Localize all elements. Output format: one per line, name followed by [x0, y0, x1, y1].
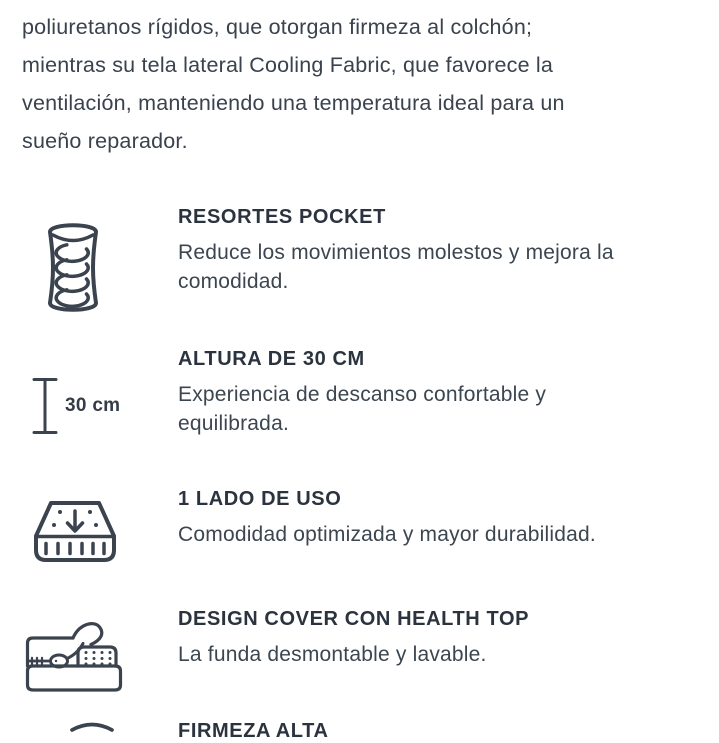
feature-text-cell [178, 205, 701, 296]
pocket-spring-icon [42, 220, 104, 315]
feature-title: DESIGN COVER CON HEALTH TOP [178, 608, 530, 630]
intro-line: ventilación, manteniendo una temperatura ideal para un [22, 91, 565, 115]
feature-title: ALTURA DE 30 CM [178, 348, 365, 370]
feature-icon-cell [22, 205, 178, 315]
feature-icon-cell [22, 607, 178, 693]
feature-row-firmeza-alta [22, 719, 701, 743]
feature-row-lado-de-uso [22, 487, 701, 564]
feature-row-resortes-pocket [22, 205, 701, 315]
feature-description: Comodidad optimizada y mayor durabilidad. [178, 523, 596, 546]
feature-icon-cell [22, 347, 178, 435]
removable-cover-icon [25, 619, 123, 693]
height-measure-icon [32, 377, 58, 435]
firmness-icon [70, 721, 114, 731]
feature-text-cell [178, 487, 701, 549]
height-measure-group [32, 377, 178, 435]
feature-icon-cell [22, 719, 178, 731]
intro-line: sueño reparador. [22, 129, 188, 153]
feature-description: Experiencia de descanso confortable y equilibrada. [178, 383, 547, 435]
one-side-mattress-icon [33, 500, 117, 564]
feature-text-cell [178, 607, 701, 669]
feature-text-cell [178, 347, 701, 438]
height-value-label: 30 cm [65, 395, 121, 416]
feature-description: La funda desmontable y lavable. [178, 643, 487, 666]
feature-text-cell [178, 719, 701, 743]
intro-line: mientras su tela lateral Cooling Fabric, que favorece la [22, 53, 554, 77]
intro-paragraph [22, 8, 701, 160]
feature-list [22, 205, 701, 743]
feature-description: Reduce los movimientos molestos y mejora la comodidad. [178, 241, 614, 293]
feature-row-altura [22, 347, 701, 438]
feature-icon-cell [22, 487, 178, 564]
intro-line: poliuretanos rígidos, que otorgan firmeza al colchón; [22, 15, 533, 39]
feature-title: 1 LADO DE USO [178, 488, 342, 510]
feature-row-design-cover [22, 607, 701, 693]
feature-title: FIRMEZA ALTA [178, 720, 329, 742]
feature-title: RESORTES POCKET [178, 206, 386, 228]
